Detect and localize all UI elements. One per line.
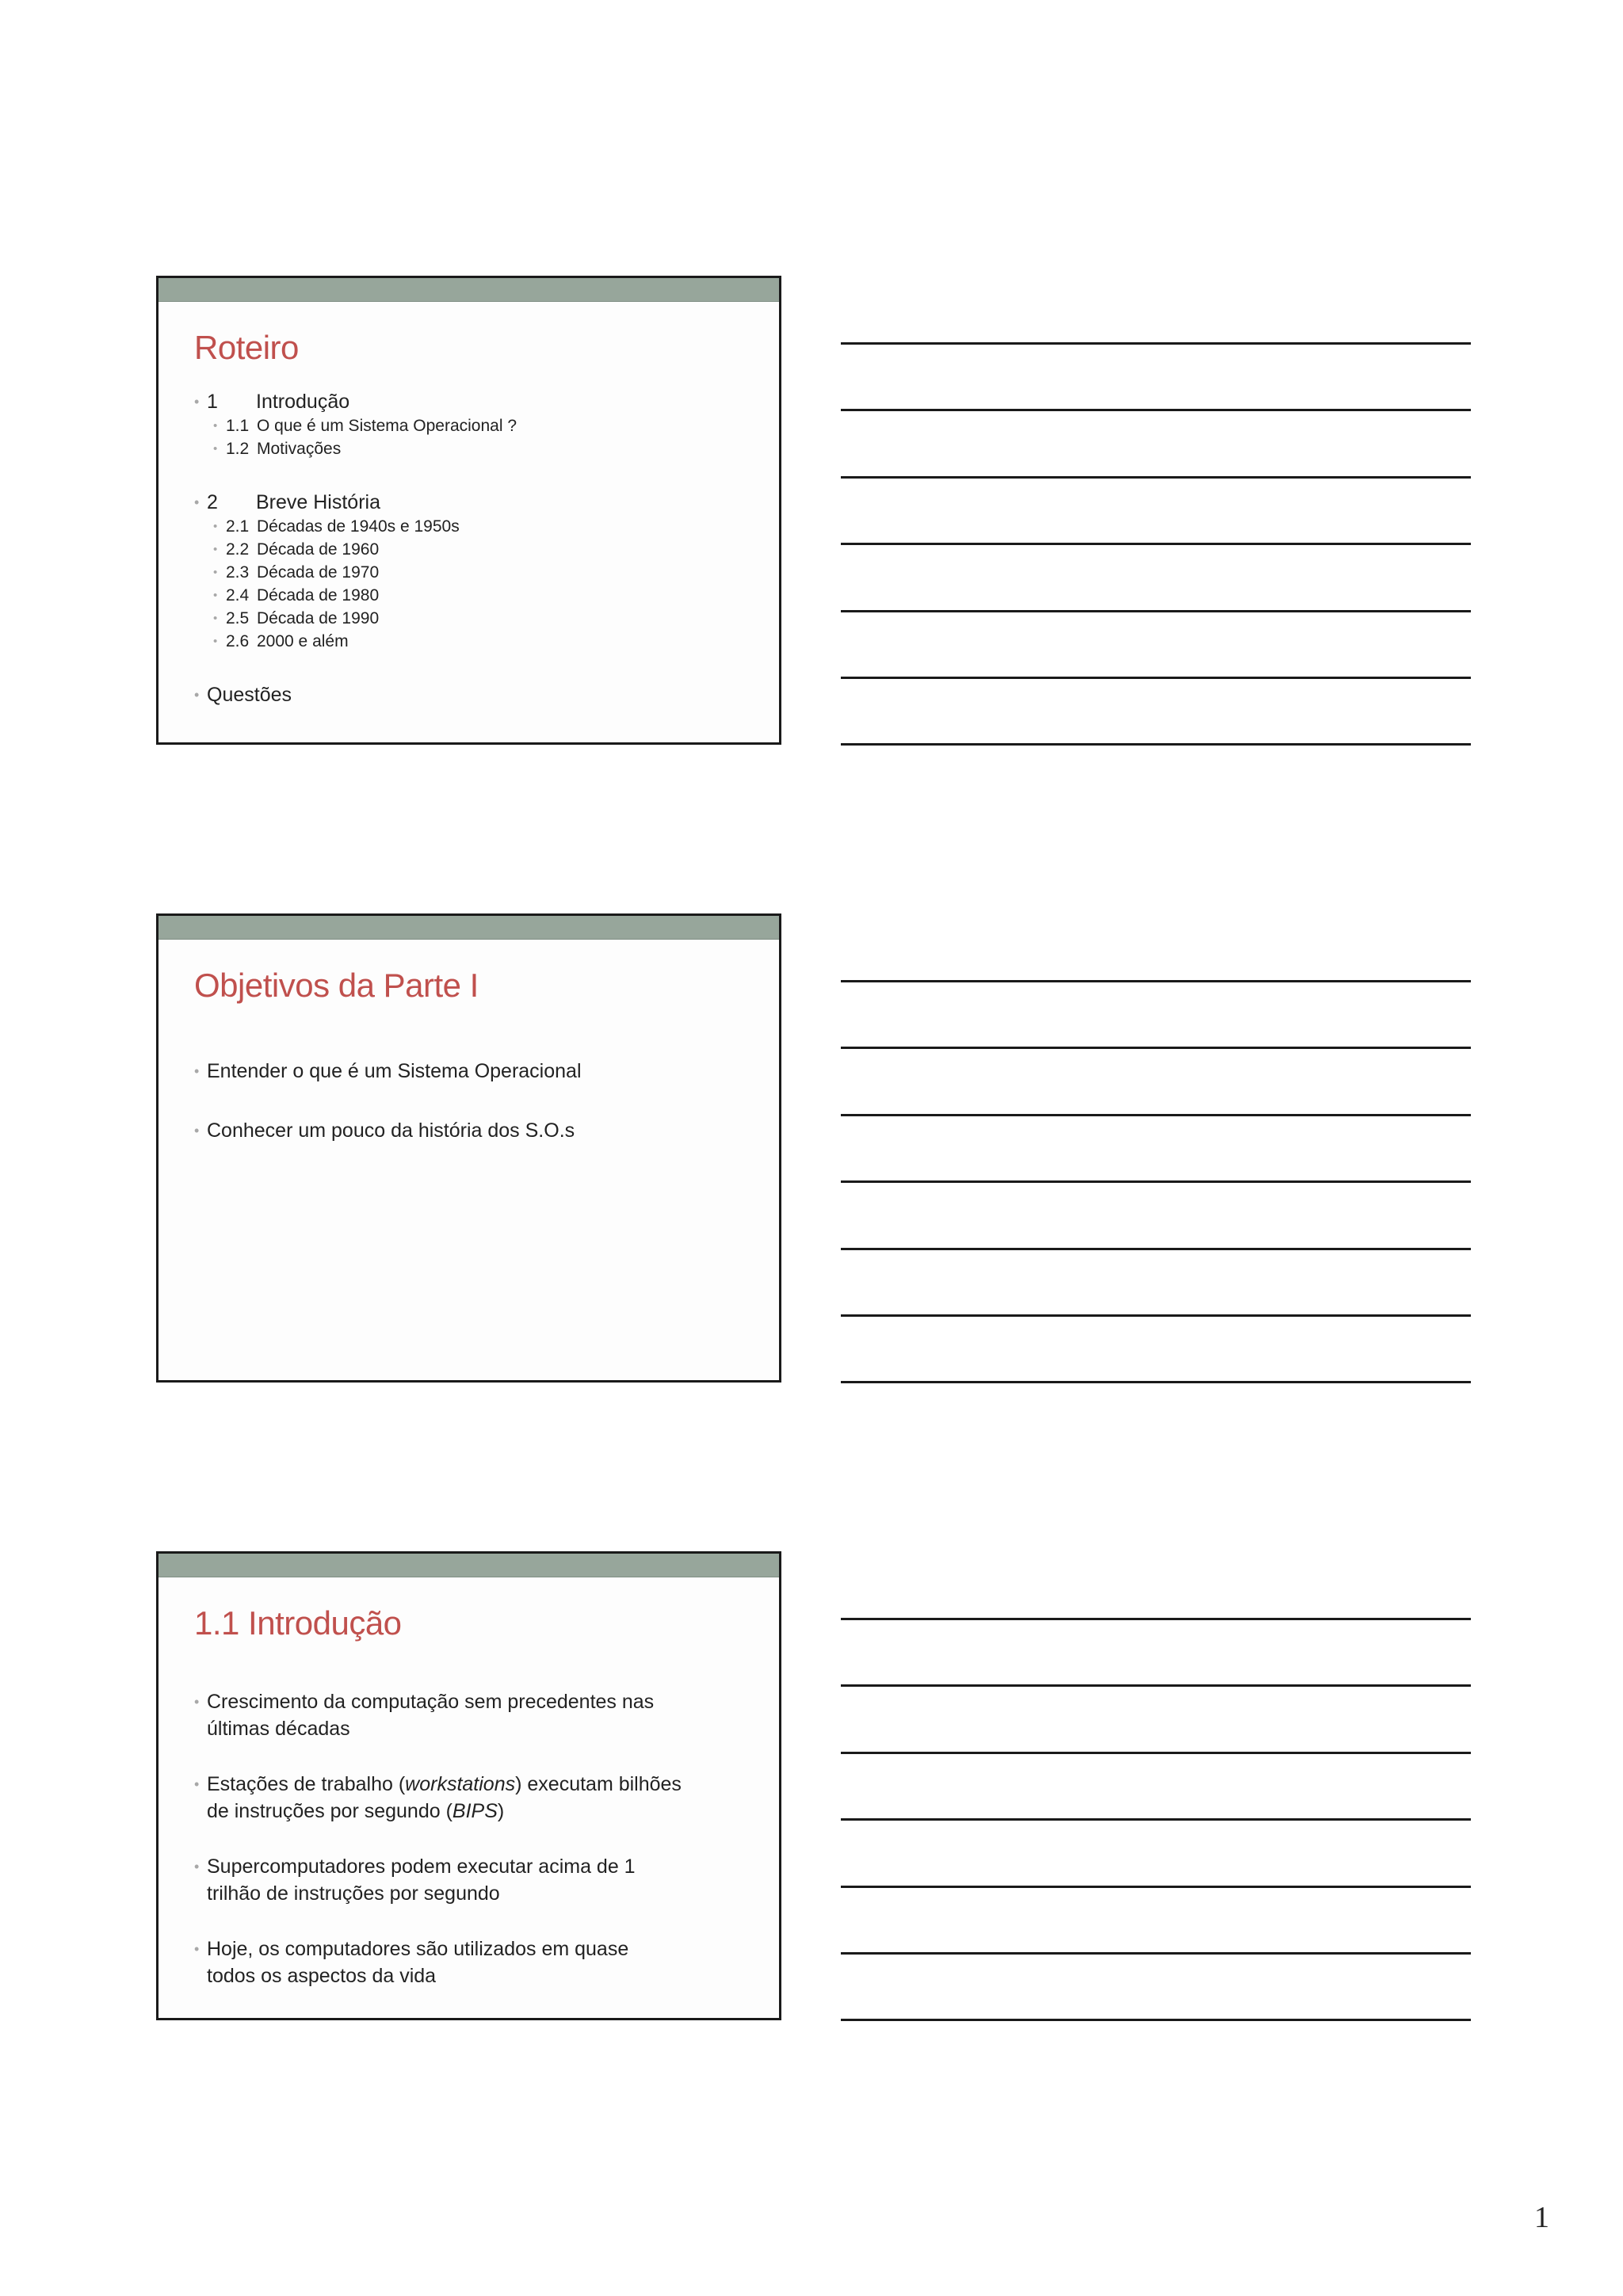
note-line [841,1886,1471,1888]
note-line [841,409,1471,411]
note-line [841,1952,1471,1955]
note-line [841,677,1471,679]
toc-item: • 1.2 Motivações [213,437,763,460]
toc-item: • 1.1 O que é um Sistema Operacional ? [213,414,763,437]
bullet: • Hoje, os computadores são utilizados em quase todos os aspectos da vida [194,1936,682,1989]
toc-item: • 2.4 Década de 1980 [213,584,763,607]
bullet: • Conhecer um pouco da história dos S.O.s [194,1118,763,1143]
bullet: • Entender o que é um Sistema Operacional [194,1058,763,1084]
bullet: • Crescimento da computação sem precedentes nas últimas décadas [194,1688,682,1742]
slide-title: 1.1 Introdução [194,1604,402,1642]
toc-section-1: • 1 Introdução [194,389,763,414]
note-line [841,980,1471,982]
note-line [841,610,1471,612]
note-line [841,1381,1471,1383]
note-line [841,1180,1471,1183]
slide-body [194,1058,763,1143]
note-line [841,543,1471,545]
slide-objetivos [156,913,781,1383]
slide-body [194,1688,763,1989]
toc-item: • 2.5 Década de 1990 [213,607,763,630]
toc-item: • 2.6 2000 e além [213,630,763,653]
slide-introducao [156,1551,781,2020]
slide-title: Objetivos da Parte I [194,967,479,1004]
toc-item: • 2.2 Década de 1960 [213,538,763,561]
note-line [841,342,1471,345]
note-line [841,1818,1471,1821]
toc-item: • 2.1 Décadas de 1940s e 1950s [213,515,763,538]
note-line [841,476,1471,479]
slide-title: Roteiro [194,329,299,366]
toc-final: • Questões [194,682,763,707]
note-line [841,1684,1471,1687]
note-line [841,1114,1471,1116]
note-line [841,743,1471,746]
note-line [841,1047,1471,1049]
slide-body [194,389,763,707]
note-line [841,1752,1471,1754]
toc-item: • 2.3 Década de 1970 [213,561,763,584]
bullet: • Supercomputadores podem executar acima de 1 trilhão de instruções por segundo [194,1853,682,1907]
bullet: • Estações de trabalho (workstations) executam bilhões de instruções por segundo (BIPS) [194,1771,682,1825]
note-line [841,2019,1471,2021]
slide-header-band [158,916,779,940]
note-line [841,1618,1471,1620]
note-line [841,1314,1471,1317]
page-number: 1 [1534,2201,1549,2234]
slide-header-band [158,278,779,302]
slide-header-band [158,1554,779,1577]
toc-section-2: • 2 Breve História [194,490,763,515]
slide-roteiro [156,276,781,745]
note-line [841,1248,1471,1250]
